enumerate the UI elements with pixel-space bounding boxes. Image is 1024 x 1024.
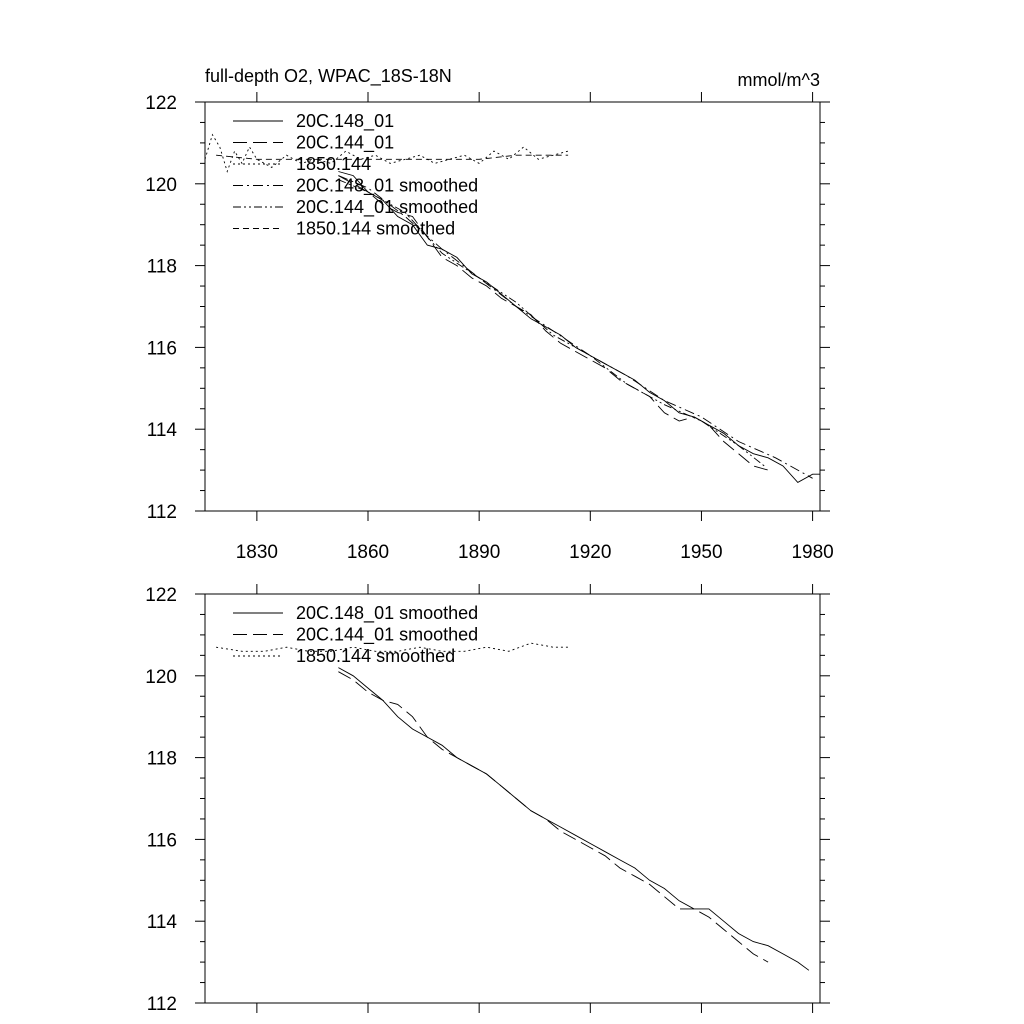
x-tick-label: 1890 xyxy=(458,542,501,563)
legend-label: 20C.144_01 smoothed xyxy=(296,197,479,217)
y-tick-label: 112 xyxy=(146,502,177,523)
x-tick-label: 1830 xyxy=(235,542,279,563)
y-tick-label: 114 xyxy=(146,420,177,442)
y-tick-label: 116 xyxy=(146,830,177,852)
y-tick-label: 120 xyxy=(145,666,177,688)
legend-label: 20C.144_01 xyxy=(296,132,395,153)
y-tick-label: 120 xyxy=(145,174,177,196)
y-tick-label: 122 xyxy=(145,585,177,606)
legend-label: 1850.144 smoothed xyxy=(296,218,456,239)
series-line xyxy=(338,668,809,971)
y-tick-label: 122 xyxy=(145,93,177,114)
x-tick-label: 1980 xyxy=(791,542,834,563)
legend-label: 20C.144_01 smoothed xyxy=(296,624,479,645)
y-tick-label: 118 xyxy=(146,256,177,278)
series-line xyxy=(338,672,768,962)
chart-title: full-depth O2, WPAC_18S-18N xyxy=(205,66,452,86)
legend-label: 1850.144 smoothed xyxy=(296,646,456,666)
x-tick-label: 1920 xyxy=(569,542,612,563)
top-panel xyxy=(145,66,833,563)
x-tick-label: 1860 xyxy=(346,542,390,563)
legend-label: 20C.148_01 smoothed xyxy=(296,175,479,196)
y-tick-label: 118 xyxy=(146,748,177,770)
x-tick-label: 1950 xyxy=(680,542,723,563)
units-label: mmol/m^3 xyxy=(737,70,820,90)
legend-label: 20C.148_01 xyxy=(296,111,395,131)
legend-label: 1850.144 xyxy=(296,154,372,174)
y-tick-label: 114 xyxy=(146,912,177,934)
y-tick-label: 112 xyxy=(146,994,177,1015)
legend-label: 20C.148_01 smoothed xyxy=(296,603,479,623)
bottom-panel xyxy=(145,584,830,1015)
y-tick-label: 116 xyxy=(146,338,177,360)
series-line xyxy=(216,155,568,159)
